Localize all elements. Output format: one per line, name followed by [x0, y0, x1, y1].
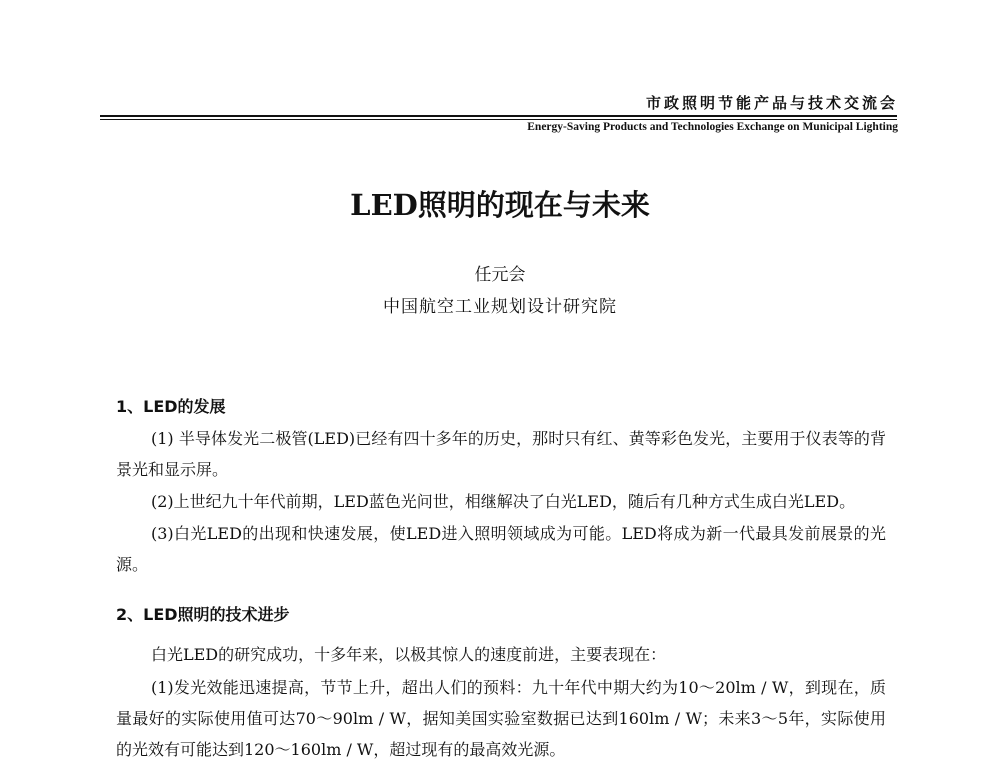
conference-title-en: Energy-Saving Products and Technologies Exchange on Municipal Lighting — [527, 121, 898, 133]
author-name: 任元会 — [474, 265, 526, 285]
paragraph-2-1: 白光LED的研究成功，十多年来，以极其惊人的速度前进，主要表现在： — [151, 645, 667, 664]
paragraph-1-2: (2)上世纪九十年代前期，LED蓝色光问世，相继解决了白光LED，随后有几种方式生成白光LED。 — [151, 492, 856, 511]
section-heading-1: 1、LED的发展 — [116, 397, 226, 416]
header-rule-thin — [100, 119, 897, 120]
author-affiliation: 中国航空工业规划设计研究院 — [383, 297, 617, 317]
paragraph-1-3: (3)白光LED的出现和快速发展，使LED进入照明领域成为可能。LED将成为新一代最具发前展景的光源。 — [116, 524, 886, 574]
paragraph-2-2: (1)发光效能迅速提高，节节上升，超出人们的预料：九十年代中期大约为10～20lm / W，到现在，质量最好的实际使用值可达70～90lm / W，据知美国实验室数据已达到160lm / W；未来3～5年，实际使用的光效有可能达到120～160lm / W，超过现有的最高效光源。 — [116, 678, 886, 759]
section-heading-2: 2、LED照明的技术进步 — [116, 605, 290, 624]
paper-title: LED照明的现在与未来 — [350, 188, 650, 222]
paragraph-1-1: (1) 半导体发光二极管(LED)已经有四十多年的历史，那时只有红、黄等彩色发光，主要用于仪表等的背景光和显示屏。 — [116, 429, 886, 479]
conference-title-cn: 市政照明节能产品与技术交流会 — [645, 94, 898, 112]
header-rule — [100, 115, 897, 117]
